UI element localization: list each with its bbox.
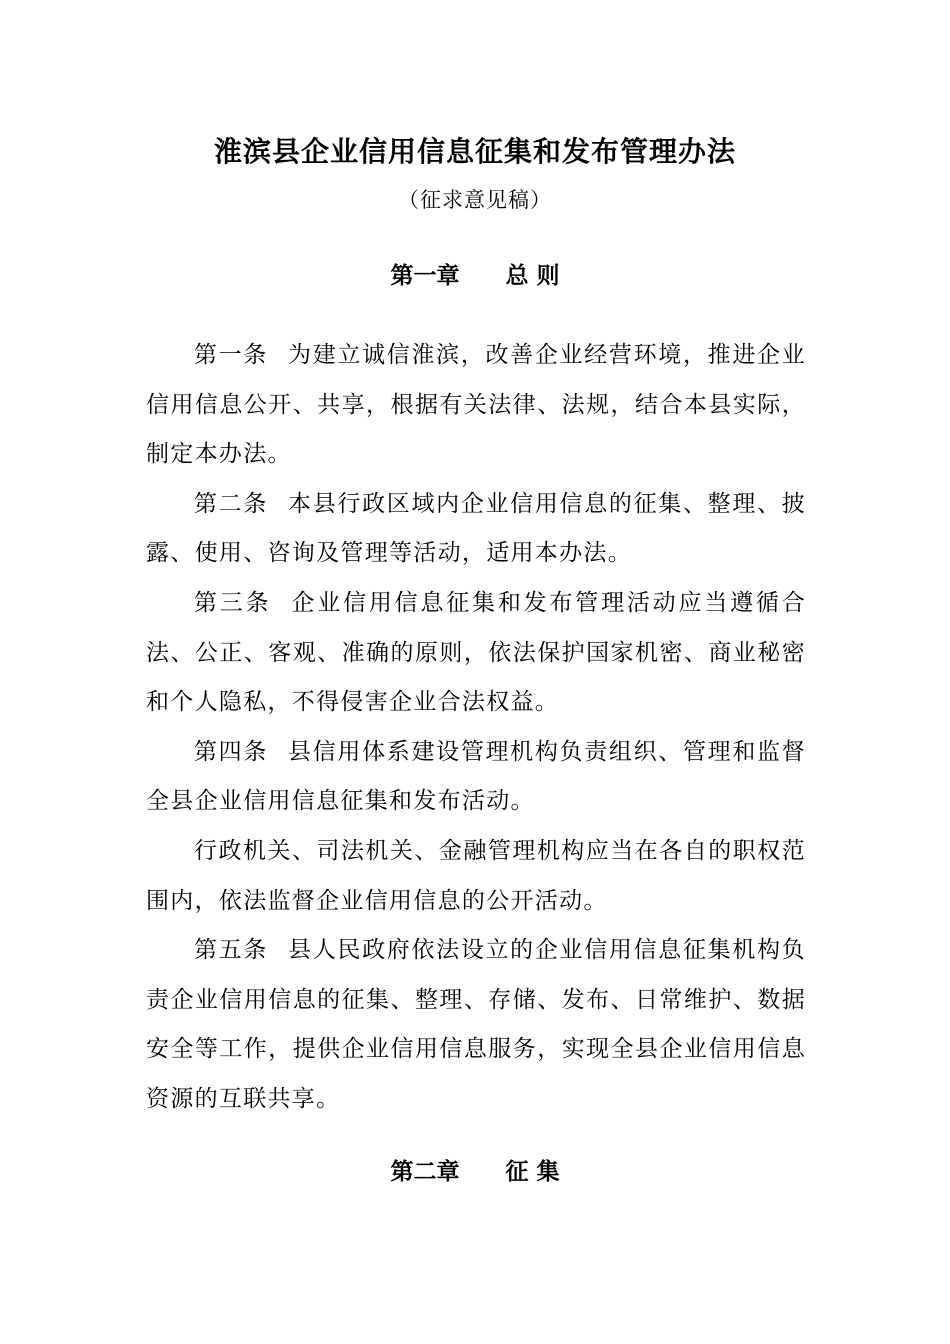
document-title: 淮滨县企业信用信息征集和发布管理办法: [213, 135, 736, 168]
article-label: 第三条: [194, 589, 272, 616]
chapter-heading: 第二章 征 集: [390, 1158, 560, 1185]
article-text: 县信用体系建设管理机构负责组织、管理和监督全县企业信用信息征集和发布活动。: [146, 738, 806, 815]
article-label: 第二条: [194, 490, 269, 517]
article-4-paragraph-2: [146, 827, 806, 926]
article-4: [146, 728, 806, 827]
article-label: 第四条: [194, 738, 269, 765]
article-text: 本县行政区域内企业信用信息的征集、整理、披露、使用、咨询及管理等活动，适用本办法。: [146, 490, 806, 567]
article-label: 第五条: [194, 937, 269, 964]
article-text: 行政机关、司法机关、金融管理机构应当在各自的职权范围内，依法监督企业信用信息的公开活动。: [146, 837, 806, 914]
article-text: 企业信用信息征集和发布管理活动应当遵循合法、公正、客观、准确的原则，依法保护国家机密、商业秘密和个人隐私，不得侵害企业合法权益。: [146, 589, 807, 716]
article-text: 县人民政府依法设立的企业信用信息征集机构负责企业信用信息的征集、整理、存储、发布、日常维护、数据安全等工作，提供企业信用信息服务，实现全县企业信用信息资源的互联共享。: [146, 937, 806, 1112]
article-2: [146, 480, 806, 579]
article-label: 第一条: [194, 342, 269, 368]
chapter-body: [146, 331, 806, 1125]
article-3: [146, 579, 806, 728]
chapter-heading: 第一章 总 则: [390, 262, 560, 289]
article-1: [146, 331, 806, 480]
article-text: 为建立诚信淮滨，改善企业经营环境，推进企业信用信息公开、共享，根据有关法律、法规，结合本县实际，制定本办法。: [146, 342, 806, 468]
document-subtitle: （征求意见稿）: [398, 188, 552, 212]
article-5: [146, 926, 806, 1124]
